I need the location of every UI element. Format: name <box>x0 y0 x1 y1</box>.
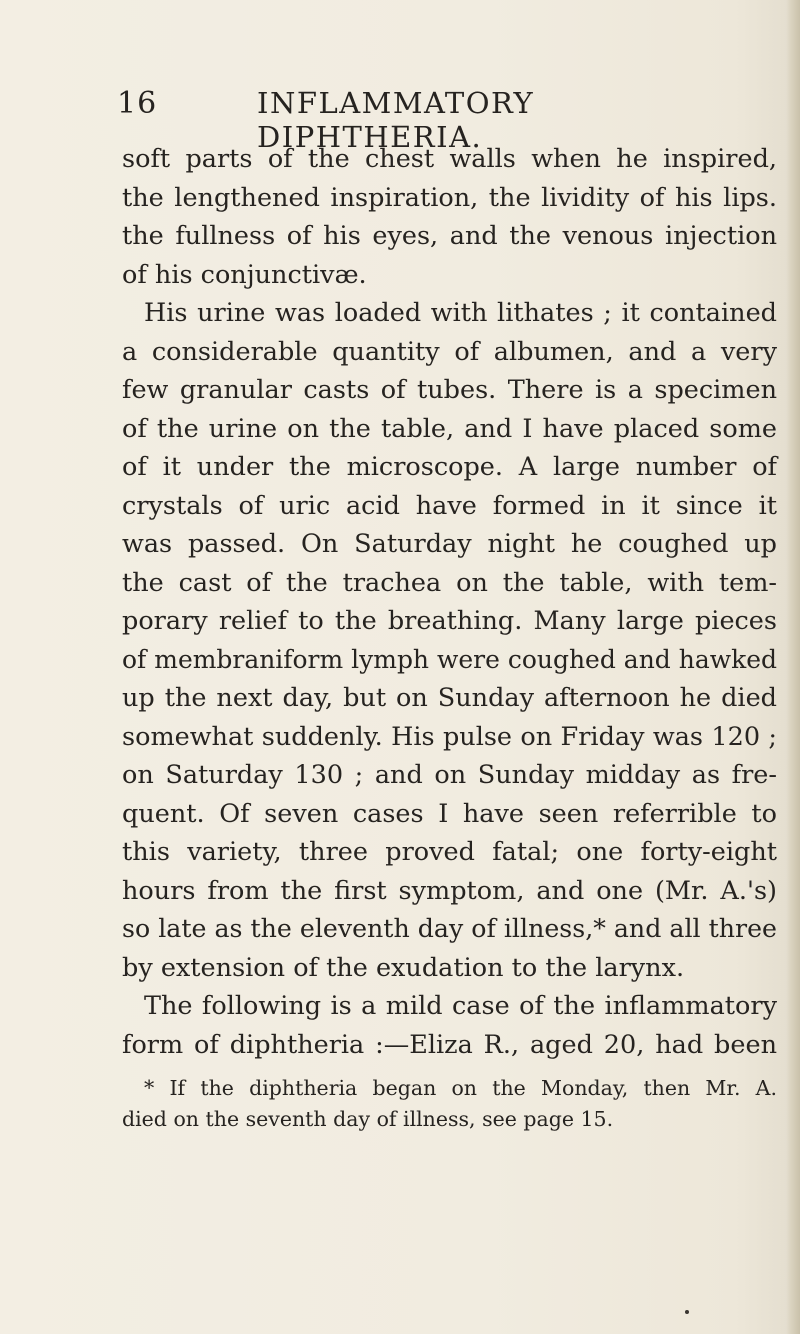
text-line: hours from the first symptom, and one (Mr. A.'s) <box>122 875 777 906</box>
text-line: quent. Of seven cases I have seen referrible to <box>122 798 777 829</box>
footnote <box>122 1073 777 1135</box>
ink-speck <box>685 1310 689 1314</box>
page-edge <box>786 0 800 1334</box>
text-line: form of diphtheria :—Eliza R., aged 20, had been <box>122 1029 777 1060</box>
text-line: few granular casts of tubes. There is a specimen <box>122 375 777 405</box>
text-line: somewhat suddenly. His pulse on Friday was 120 ; <box>122 721 777 752</box>
footnote-line: died on the seventh day of illness, see page 15. <box>122 1107 614 1131</box>
text-line: the cast of the trachea on the table, with tem- <box>122 567 777 598</box>
text-line: of the urine on the table, and I have placed some <box>122 413 777 444</box>
text-line: His urine was loaded with lithates ; it contained <box>144 298 777 328</box>
text-line: porary relief to the breathing. Many large pieces <box>122 606 777 636</box>
body-text <box>122 140 777 1064</box>
running-head: INFLAMMATORY DIPHTHERIA. <box>257 86 535 154</box>
text-line: of it under the microscope. A large number of <box>122 452 777 482</box>
text-line: on Saturday 130 ; and on Sunday midday as fre- <box>122 760 777 790</box>
page-header <box>117 86 717 154</box>
text-line: the fullness of his eyes, and the venous injection <box>122 221 777 251</box>
text-line: crystals of uric acid have formed in it since it <box>122 490 777 521</box>
footnote-line: * If the diphtheria began on the Monday, then Mr. A. <box>144 1076 777 1100</box>
text-line: so late as the eleventh day of illness,* and all three <box>122 914 777 943</box>
text-line: this variety, three proved fatal; one forty-eight <box>122 837 777 867</box>
page-number: 16 <box>117 86 158 121</box>
text-line: of membraniform lymph were coughed and hawked <box>122 644 777 674</box>
text-line: was passed. On Saturday night he coughed up <box>122 529 777 559</box>
text-line: a considerable quantity of albumen, and a very <box>122 336 777 367</box>
text-line: The following is a mild case of the inflammatory <box>144 991 777 1021</box>
text-line: by extension of the exudation to the larynx. <box>122 952 685 983</box>
text-line: of his conjunctivæ. <box>122 259 367 290</box>
text-line: the lengthened inspiration, the lividity of his lips. <box>122 182 777 213</box>
text-line: soft parts of the chest walls when he inspired, <box>122 144 777 174</box>
text-line: up the next day, but on Sunday afternoon he died <box>122 683 777 713</box>
